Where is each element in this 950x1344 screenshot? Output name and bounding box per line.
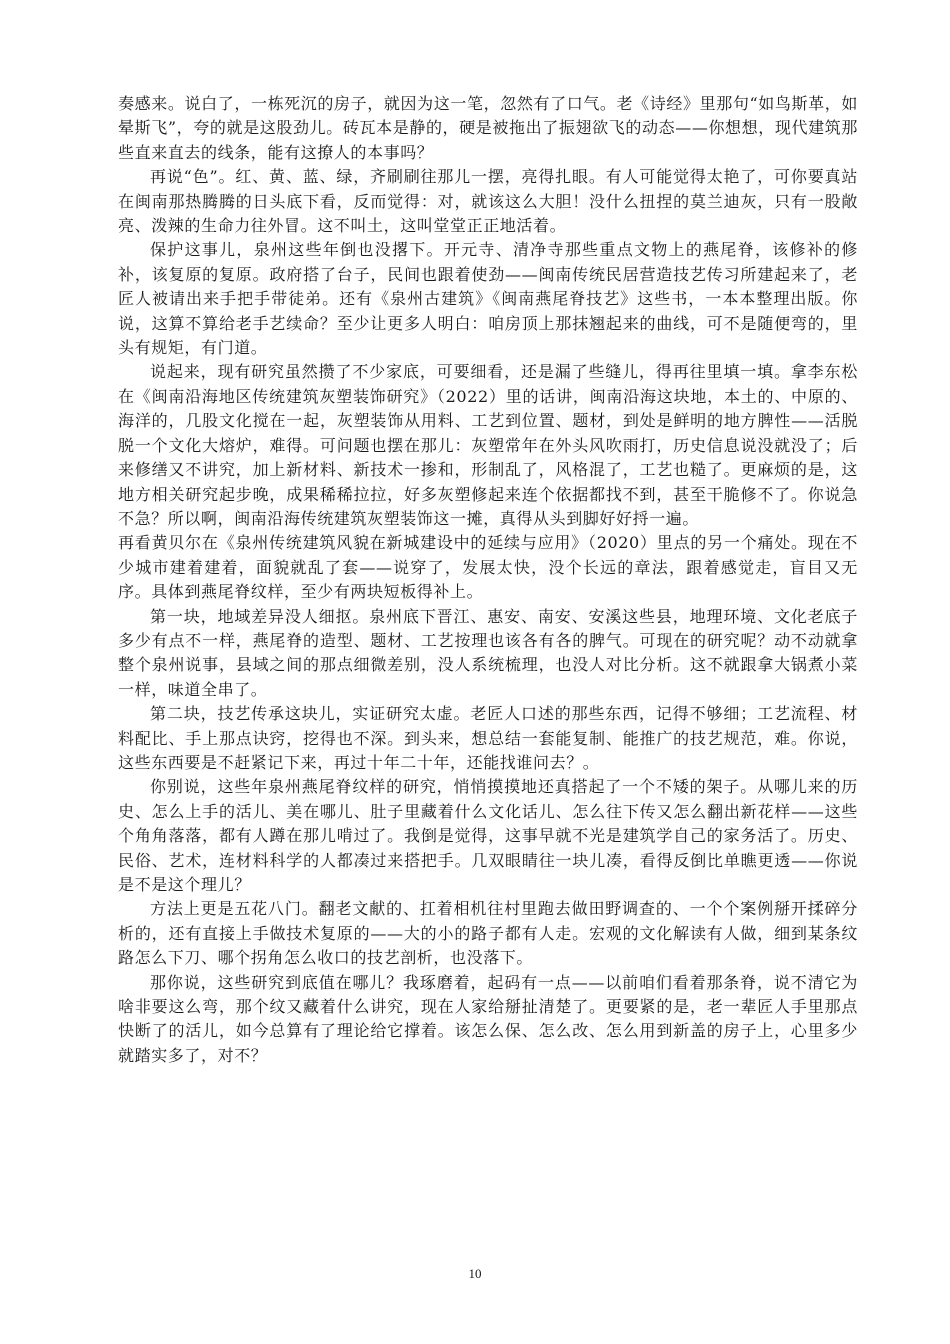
- paragraph: 方法上更是五花八门。翻老文献的、扛着相机往村里跑去做田野调查的、一个个案例掰开揉碎分析的，还有直接上手做技术复原的——大的小的路子都有人走。宏观的文化解读有人做，细到某条纹路怎么下刀、哪个拐角怎么收口的技艺剖析，也没落下。: [118, 899, 858, 968]
- paragraph: 说起来，现有研究虽然攒了不少家底，可要细看，还是漏了些缝儿，得再往里填一填。拿李东松在《闽南沿海地区传统建筑灰塑装饰研究》（2022）里的话讲，闽南沿海这块地，本土的、中原的、海洋的，几股文化搅在一起，灰塑装饰从用料、工艺到位置、题材，到处是鲜明的地方脾性——活脱脱一个文化大熔炉，难得。可问题也摆在那儿：灰塑常年在外头风吹雨打，历史信息说没就没了；后来修缮又不讲究，加上新材料、新技术一掺和，形制乱了，风格混了，工艺也糙了。更麻烦的是，这地方相关研究起步晚，成果稀稀拉拉，好多灰塑修起来连个依据都找不到，甚至干脆修不了。你说急不急？所以啊，闽南沿海传统建筑灰塑装饰这一摊，真得从头到脚好好捋一遍。: [118, 362, 858, 528]
- paragraph: 奏感来。说白了，一栋死沉的房子，就因为这一笔，忽然有了口气。老《诗经》里那句“如鸟斯革，如晕斯飞”，夸的就是这股劲儿。砖瓦本是静的，硬是被拖出了振翅欲飞的动态——你想想，现代建筑那些直来直去的线条，能有这撩人的本事吗？: [118, 94, 858, 162]
- paragraph: 再说“色”。红、黄、蓝、绿，齐刷刷往那儿一摆，亮得扎眼。有人可能觉得太艳了，可你要真站在闽南那热腾腾的日头底下看，反而觉得：对，就该这么大胆！没什么扭捏的莫兰迪灰，只有一股敞亮、泼辣的生命力往外冒。这不叫土，这叫堂堂正正地活着。: [118, 167, 858, 236]
- paragraph: 第二块，技艺传承这块儿，实证研究太虚。老匠人口述的那些东西，记得不够细；工艺流程、材料配比、手上那点诀窍，挖得也不深。到头来，想总结一套能复制、能推广的技艺规范，难。你说，这些东西要是不赶紧记下来，再过十年二十年，还能找谁问去？。: [118, 704, 858, 772]
- page-number: 10: [468, 1266, 482, 1281]
- paragraph: 你别说，这些年泉州燕尾脊纹样的研究，悄悄摸摸地还真搭起了一个不矮的架子。从哪儿来的历史、怎么上手的活儿、美在哪儿、肚子里藏着什么文化话儿、怎么往下传又怎么翻出新花样——这些个角角落落，都有人蹲在那儿啃过了。我倒是觉得，这事早就不光是建筑学自己的家务活了。历史、民俗、艺术，连材料科学的人都凑过来搭把手。几双眼睛往一块儿凑，看得反倒比单瞧更透——你说是不是这个理儿？: [118, 777, 858, 894]
- paragraph: 第一块，地域差异没人细抠。泉州底下晋江、惠安、南安、安溪这些县，地理环境、文化老底子多少有点不一样，燕尾脊的造型、题材、工艺按理也该各有各的脾气。可现在的研究呢？动不动就拿整个泉州说事，县域之间的那点细微差别，没人系统梳理，也没人对比分析。这不就跟拿大锅煮小菜一样，味道全串了。: [118, 606, 858, 699]
- paragraph: 保护这事儿，泉州这些年倒也没撂下。开元寺、清净寺那些重点文物上的燕尾脊，该修补的修补，该复原的复原。政府搭了台子，民间也跟着使劲——闽南传统民居营造技艺传习所建起来了，老匠人被请出来手把手带徒弟。还有《泉州古建筑》《闽南燕尾脊技艺》这些书，一本本整理出版。你说，这算不算给老手艺续命？至少让更多人明白：咱房顶上那抹翘起来的曲线，可不是随便弯的，里头有规矩，有门道。: [118, 240, 858, 358]
- paragraph: 再看黄贝尔在《泉州传统建筑风貌在新城建设中的延续与应用》（2020）里点的另一个痛处。现在不少城市建着建着，面貌就乱了套——说穿了，发展太快，没个长远的章法，跟着感觉走，盲目又无序。具体到燕尾脊纹样，至少有两块短板得补上。: [118, 533, 858, 602]
- paragraph: 那你说，这些研究到底值在哪儿？我琢磨着，起码有一点——以前咱们看着那条脊，说不清它为啥非要这么弯，那个纹又藏着什么讲究，现在人家给掰扯清楚了。更要紧的是，老一辈匠人手里那点快断了的活儿，如今总算有了理论给它撑着。该怎么保、怎么改、怎么用到新盖的房子上，心里多少就踏实多了，对不？: [118, 972, 858, 1065]
- document-body: [118, 92, 858, 1068]
